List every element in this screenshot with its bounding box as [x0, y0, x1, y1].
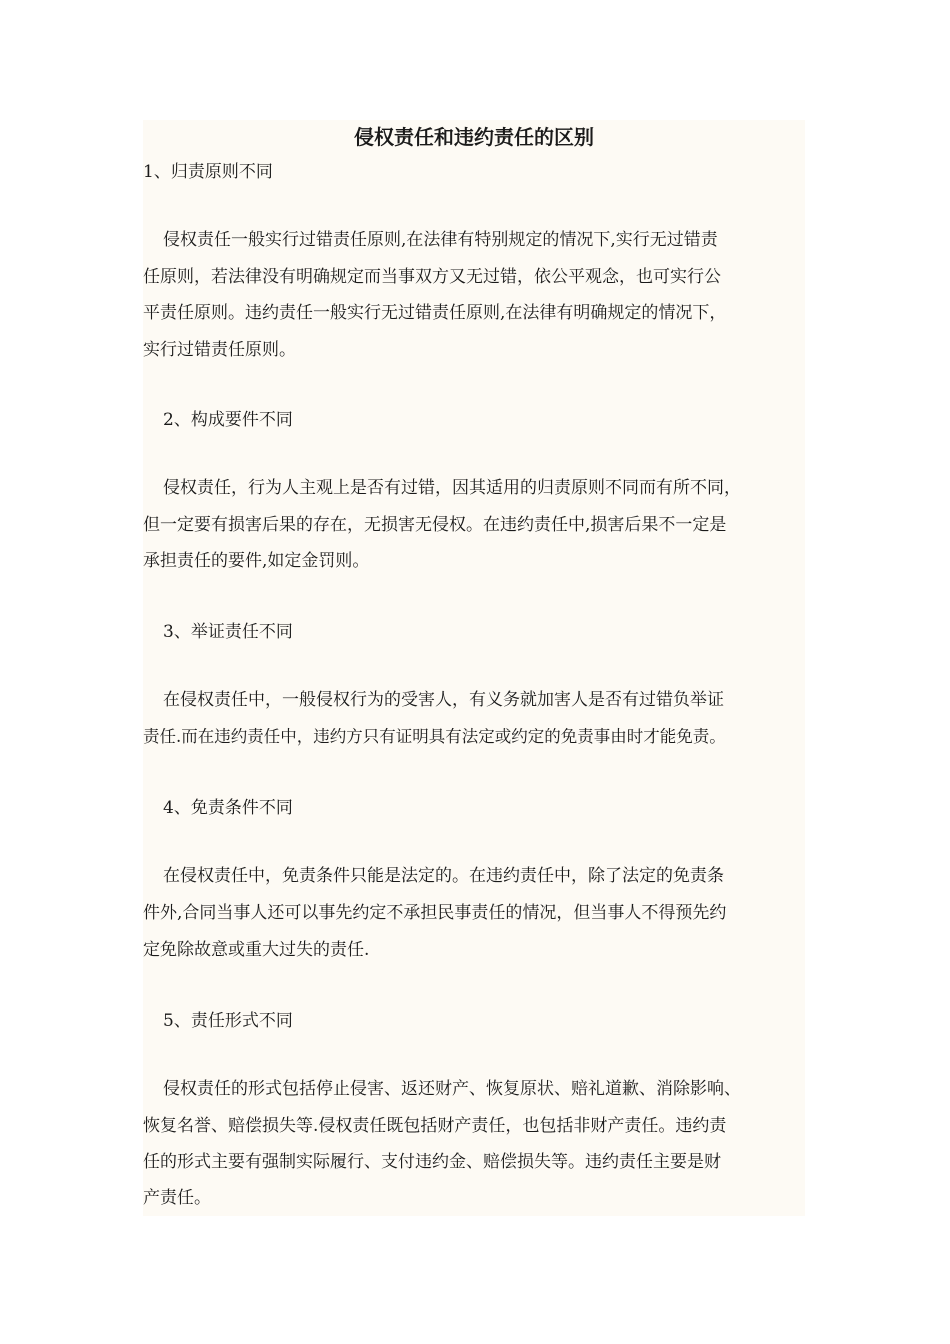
paragraph-line: 恢复名誉、赔偿损失等.侵权责任既包括财产责任，也包括非财产责任。违约责: [143, 1116, 727, 1136]
document-title: 侵权责任和违约责任的区别: [354, 125, 594, 149]
paragraph-line: 侵权责任，行为人主观上是否有过错，因其适用的归责原则不同而有所不同，: [163, 478, 741, 498]
paragraph-line: 件外,合同当事人还可以事先约定不承担民事责任的情况，但当事人不得预先约: [143, 903, 727, 923]
paragraph-line: 平责任原则。违约责任一般实行无过错责任原则,在法律有明确规定的情况下，: [143, 303, 727, 323]
section-heading-2: 2、构成要件不同: [163, 410, 293, 430]
paragraph-line: 在侵权责任中，一般侵权行为的受害人，有义务就加害人是否有过错负举证: [163, 690, 724, 710]
section-heading-5: 5、责任形式不同: [163, 1011, 293, 1031]
section-heading-4: 4、免责条件不同: [163, 798, 293, 818]
paragraph-line: 实行过错责任原则。: [143, 340, 296, 360]
paragraph-line: 侵权责任一般实行过错责任原则,在法律有特别规定的情况下,实行无过错责: [163, 230, 718, 250]
document-body: [143, 120, 805, 1216]
paragraph-line: 责任.而在违约责任中，违约方只有证明具有法定或约定的免责事由时才能免责。: [143, 727, 726, 746]
paragraph-line: 承担责任的要件,如定金罚则。: [143, 551, 370, 571]
paragraph-line: 侵权责任的形式包括停止侵害、返还财产、恢复原状、赔礼道歉、消除影响、: [163, 1079, 741, 1099]
paragraph-line: 任原则，若法律没有明确规定而当事双方又无过错，依公平观念，也可实行公: [143, 267, 721, 287]
paragraph-line: 产责任。: [143, 1188, 211, 1208]
paragraph-line: 任的形式主要有强制实际履行、支付违约金、赔偿损失等。违约责任主要是财: [143, 1152, 721, 1172]
section-heading-1: 1、归责原则不同: [143, 162, 273, 182]
paragraph-line: 在侵权责任中，免责条件只能是法定的。在违约责任中，除了法定的免责条: [163, 866, 724, 886]
section-heading-3: 3、举证责任不同: [163, 622, 293, 642]
paragraph-line: 定免除故意或重大过失的责任.: [143, 940, 370, 960]
paragraph-line: 但一定要有损害后果的存在，无损害无侵权。在违约责任中,损害后果不一定是: [143, 515, 727, 535]
